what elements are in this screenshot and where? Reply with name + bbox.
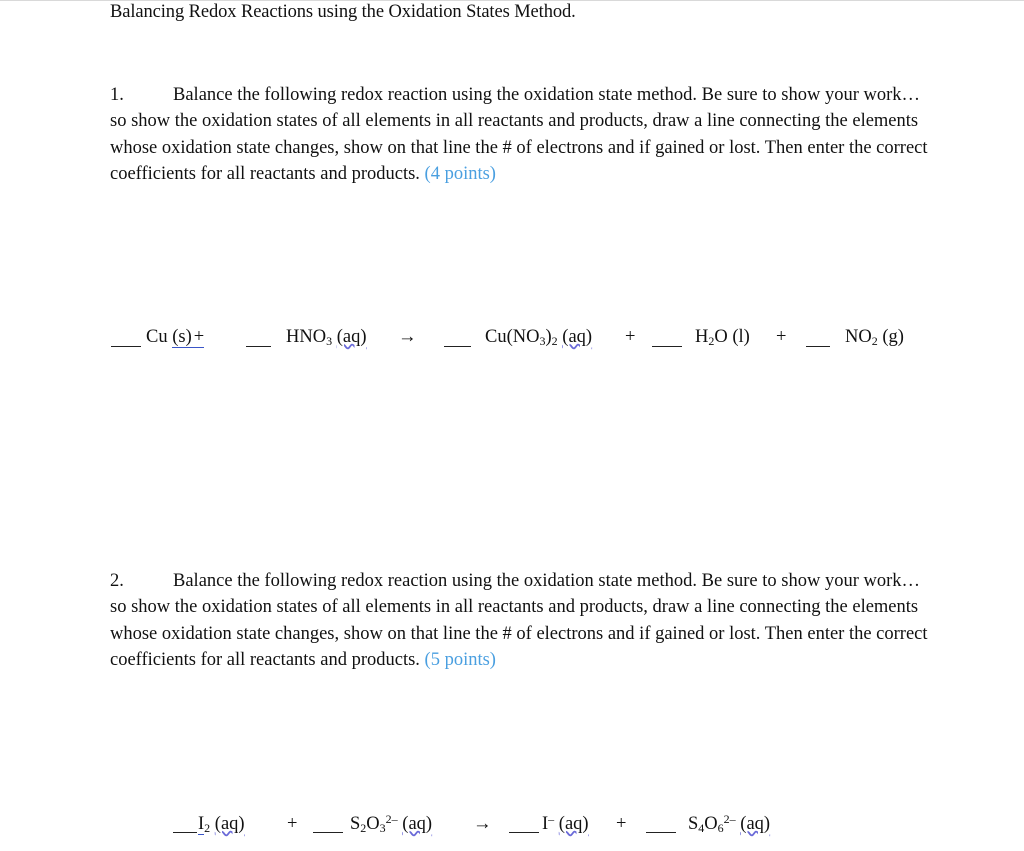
coefficient-blank-cuno32[interactable] [444, 346, 471, 347]
subscript: 3 [539, 334, 546, 348]
question-2-first-line: Balance the following redox reaction using the oxidation state method. Be sure to show [173, 571, 821, 591]
state-label: (aq) [402, 814, 433, 834]
formula-text: O [704, 814, 718, 834]
subscript: 3 [379, 821, 386, 835]
question-2 [110, 568, 940, 673]
formula-text: HNO [286, 327, 327, 347]
state-label: (aq) [558, 814, 589, 834]
plus-sign: + [287, 814, 298, 834]
subscript: 4 [698, 821, 705, 835]
state-label: (aq) [562, 327, 593, 347]
page-top-border [0, 0, 1024, 1]
state-label: (aq) [336, 327, 367, 347]
formula-text: S [688, 814, 699, 834]
formula-text: S [350, 814, 361, 834]
reactant-cu [146, 326, 204, 348]
charge: – [548, 812, 555, 826]
coefficient-blank-hno3[interactable] [246, 346, 271, 347]
question-2-text: your work… so show the oxidation states of all elements in all reactants and products, draw a line connecting the elements whose oxidation state changes, show on that line the # of electrons and if gained or lost. Then enter the correct coefficients for all reactants and products. [110, 571, 928, 670]
document-title: Balancing Redox Reactions using the Oxidation States Method. [110, 2, 576, 22]
subscript: 3 [326, 334, 333, 348]
state-label: (g) [882, 327, 904, 347]
coefficient-blank-i2[interactable] [173, 832, 197, 833]
plus-sign: + [625, 327, 636, 347]
formula-text: NO [845, 327, 872, 347]
state-label: (aq) [214, 814, 245, 834]
state-label: (aq) [740, 814, 771, 834]
question-1 [110, 82, 940, 187]
product-h2o [695, 326, 750, 348]
formula-text: H [695, 327, 709, 347]
coefficient-blank-cu[interactable] [111, 346, 141, 347]
reactant-i2 [198, 813, 245, 835]
question-1-text: your work… so show the oxidation states of all elements in all reactants and products, draw a line connecting the elements whose oxidation state changes, show on that line the # of electrons and if gained or lost. Then enter the correct coefficients for all reactants and products. [110, 85, 928, 184]
product-cuno32 [485, 326, 592, 348]
reaction-arrow: → [473, 814, 492, 834]
charge: 2– [723, 812, 736, 826]
subscript: 2 [551, 334, 558, 348]
formula-text: O (l) [714, 327, 750, 347]
subscript: 2 [871, 334, 878, 348]
subscript: 2 [360, 821, 367, 835]
product-iodide [542, 813, 589, 835]
question-1-first-line: Balance the following redox reaction using the oxidation state method. Be sure to show [173, 85, 821, 105]
product-s4o6 [688, 813, 770, 835]
formula-text: I [198, 814, 205, 834]
product-no2 [845, 326, 904, 348]
reactant-s2o3 [350, 813, 432, 835]
formula-text: O [366, 814, 380, 834]
coefficient-blank-i-ion[interactable] [509, 832, 539, 833]
plus-sign: + [776, 327, 787, 347]
coefficient-blank-s2o3[interactable] [313, 832, 343, 833]
question-1-number: 1. [110, 85, 124, 105]
formula-text: I [542, 814, 549, 834]
formula-text: Cu [146, 327, 168, 347]
question-2-number: 2. [110, 571, 124, 591]
subscript: 2 [204, 821, 211, 835]
subscript: 2 [708, 334, 715, 348]
question-2-points: (5 points) [424, 649, 496, 670]
plus-sign: + [616, 814, 627, 834]
charge: 2– [385, 812, 398, 826]
subscript: 6 [717, 821, 724, 835]
formula-text: ) [545, 327, 552, 347]
formula-text: Cu(NO [485, 327, 540, 347]
question-1-points: (4 points) [424, 163, 496, 184]
reaction-arrow: → [398, 327, 417, 347]
plus-sign: + [193, 327, 205, 347]
coefficient-blank-h2o[interactable] [652, 346, 682, 347]
coefficient-blank-no2[interactable] [806, 346, 830, 347]
reactant-hno3 [286, 326, 367, 348]
state-label: (s) [172, 327, 192, 347]
coefficient-blank-s4o6[interactable] [646, 832, 676, 833]
